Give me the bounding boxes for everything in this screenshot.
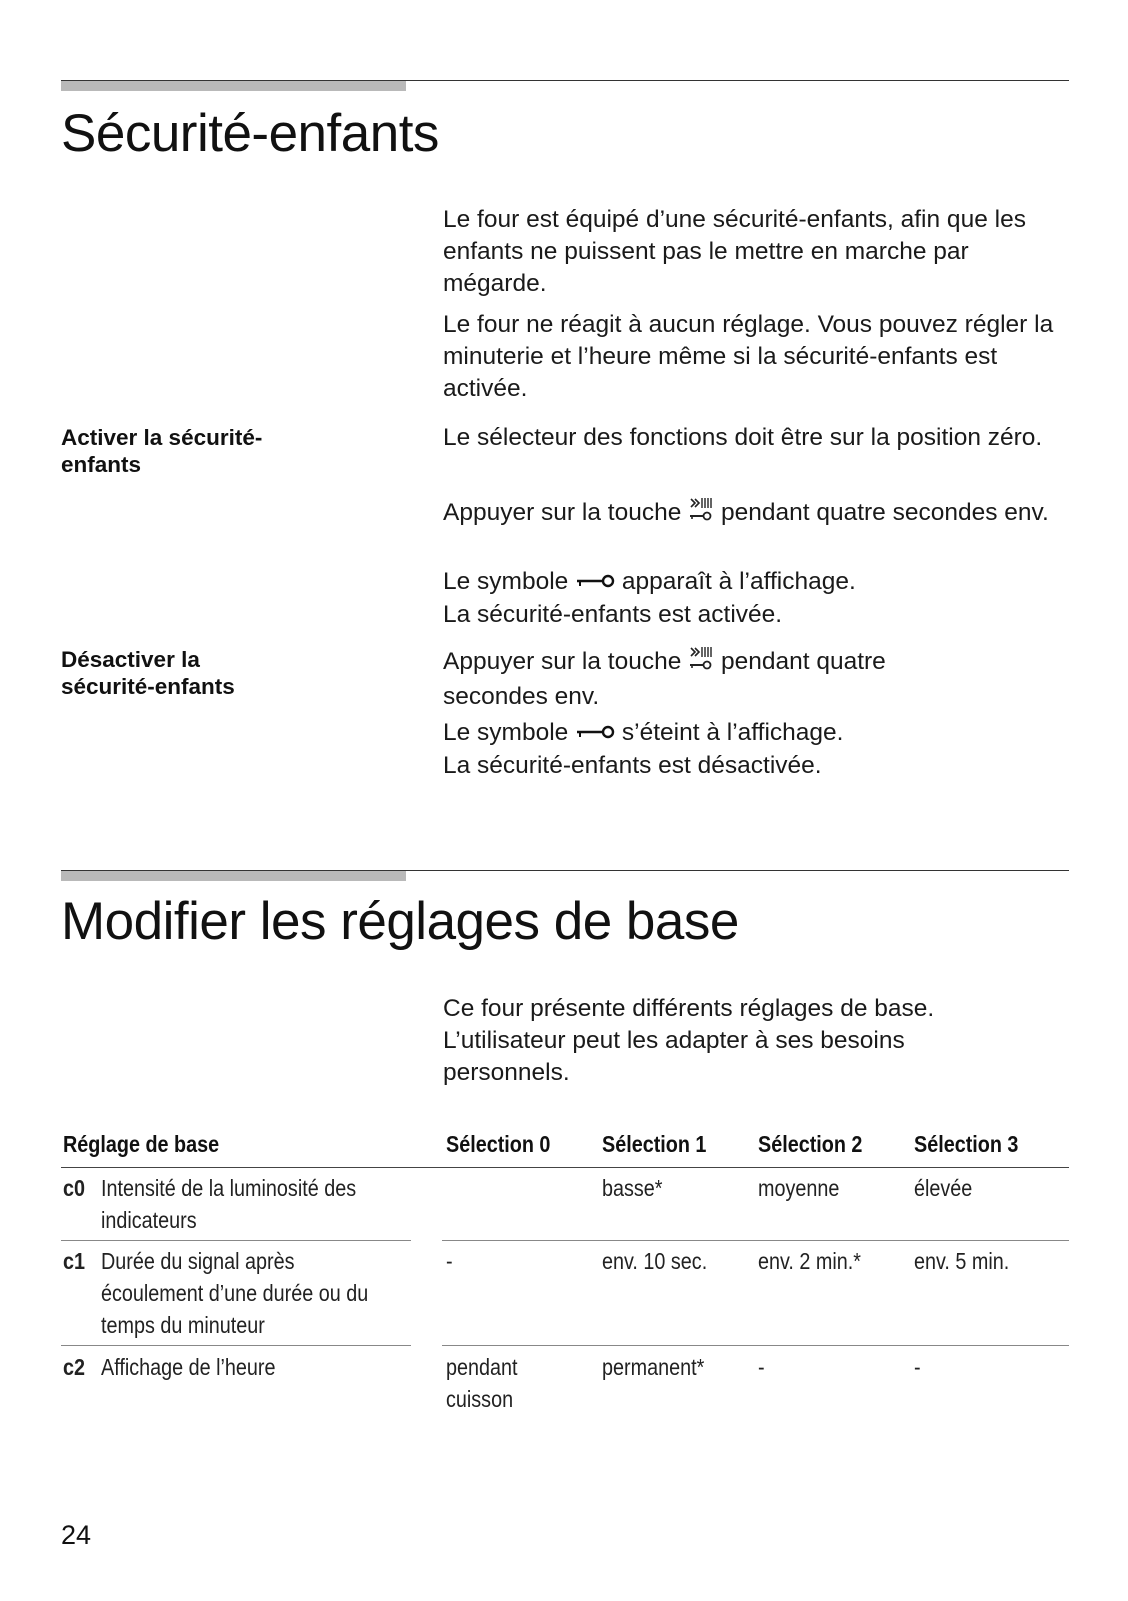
setting-label-line: Intensité de la luminosité des [101,1175,357,1201]
section-rule-thick [61,81,406,91]
setting-label-line: temps du minuteur [101,1312,265,1338]
heading-deactivate: Désactiver la sécurité-enfants [61,647,235,699]
selection-0-value: - [446,1248,453,1274]
selection-3-value: - [914,1354,921,1380]
setting-label-line: Durée du signal après [101,1248,295,1274]
table-header-setting: Réglage de base [63,1131,220,1157]
selection-1-value: env. 10 sec. [602,1248,708,1274]
page-number: 24 [61,1520,92,1550]
deactivate-step-2-text-a: Le symbole [443,719,569,746]
selection-1-value: permanent* [602,1354,705,1380]
setting-label-line: indicateurs [101,1207,197,1233]
activate-step-2-text-a: Appuyer sur la touche [443,498,682,526]
activate-step-2-text-b: pendant quatre secondes env. [720,498,1049,526]
selection-2-value: env. 2 min.* [758,1248,861,1274]
deactivate-step-1-text-c: secondes env. [443,683,600,710]
section-title-basic-settings: Modifier les réglages de base [61,892,739,951]
section-rule-thick [61,871,406,881]
setting-code: c2 [63,1354,86,1380]
activate-step-3-text-a: Le symbole [443,568,569,595]
selection-1-value: basse* [602,1175,663,1201]
deactivate-step-2 [443,717,1073,782]
activate-step-3-text-c: La sécurité-enfants est activée. [443,600,783,628]
section-title-child-lock: Sécurité-enfants [61,104,439,163]
selection-value-line: cuisson [446,1386,514,1412]
deactivate-step-2-text-c: La sécurité-enfants est désactivée. [443,751,822,779]
activate-step-3-text-b: apparaît à l’affichage. [621,568,856,595]
selection-2-value: - [758,1354,765,1380]
table-row-divider [61,1240,411,1241]
setting-code: c1 [63,1248,86,1274]
table-header-selection-1: Sélection 1 [602,1131,707,1157]
table-row-divider [61,1345,411,1346]
setting-label-line: écoulement d’une durée ou du [101,1280,369,1306]
setting-label: Affichage de l’heure [101,1354,276,1380]
section-rule-thin [61,80,1069,81]
intro-paragraph-1: Le four est équipé d’une sécurité-enfants, afin que les enfants ne puissent pas le mettre en marche par mégarde. [443,206,1026,297]
key-lock-symbol-icon [575,567,615,599]
section-rule-thin [61,870,1069,871]
selection-0-value [446,1351,518,1415]
setting-label [101,1172,356,1236]
table-header-selection-3: Sélection 3 [914,1131,1019,1157]
key-lock-symbol-icon [575,718,615,750]
deactivate-step-1 [443,644,1073,713]
key-lock-button-icon [688,495,714,532]
table-row-divider [442,1240,1069,1241]
deactivate-step-2-text-b: s’éteint à l’affichage. [621,719,844,746]
activate-step-2 [443,495,1073,532]
activate-step-1: Le sélecteur des fonctions doit être sur la position zéro. [443,424,1043,451]
table-header-selection-0: Sélection 0 [446,1131,551,1157]
selection-3-value: élevée [914,1175,973,1201]
deactivate-step-1-text-a: Appuyer sur la touche [443,647,682,675]
heading-activate: Activer la sécurité-enfants [61,425,263,477]
intro-paragraph-2: Le four ne réagit à aucun réglage. Vous pouvez régler la minuterie et l’heure même si la sécurité-enfants est activée. [443,311,1054,402]
basic-settings-intro: Ce four présente différents réglages de base. L’utilisateur peut les adapter à ses besoins personnels. [443,995,935,1086]
table-header-divider [61,1167,1069,1168]
selection-2-value: moyenne [758,1175,840,1201]
selection-value-line: pendant [446,1354,518,1380]
table-row-divider [442,1345,1069,1346]
table-header-selection-2: Sélection 2 [758,1131,863,1157]
activate-step-3 [443,566,1073,631]
key-lock-button-icon [688,644,714,681]
deactivate-step-1-text-b: pendant quatre [720,647,886,675]
setting-code: c0 [63,1175,86,1201]
setting-label [101,1245,368,1341]
selection-3-value: env. 5 min. [914,1248,1010,1274]
